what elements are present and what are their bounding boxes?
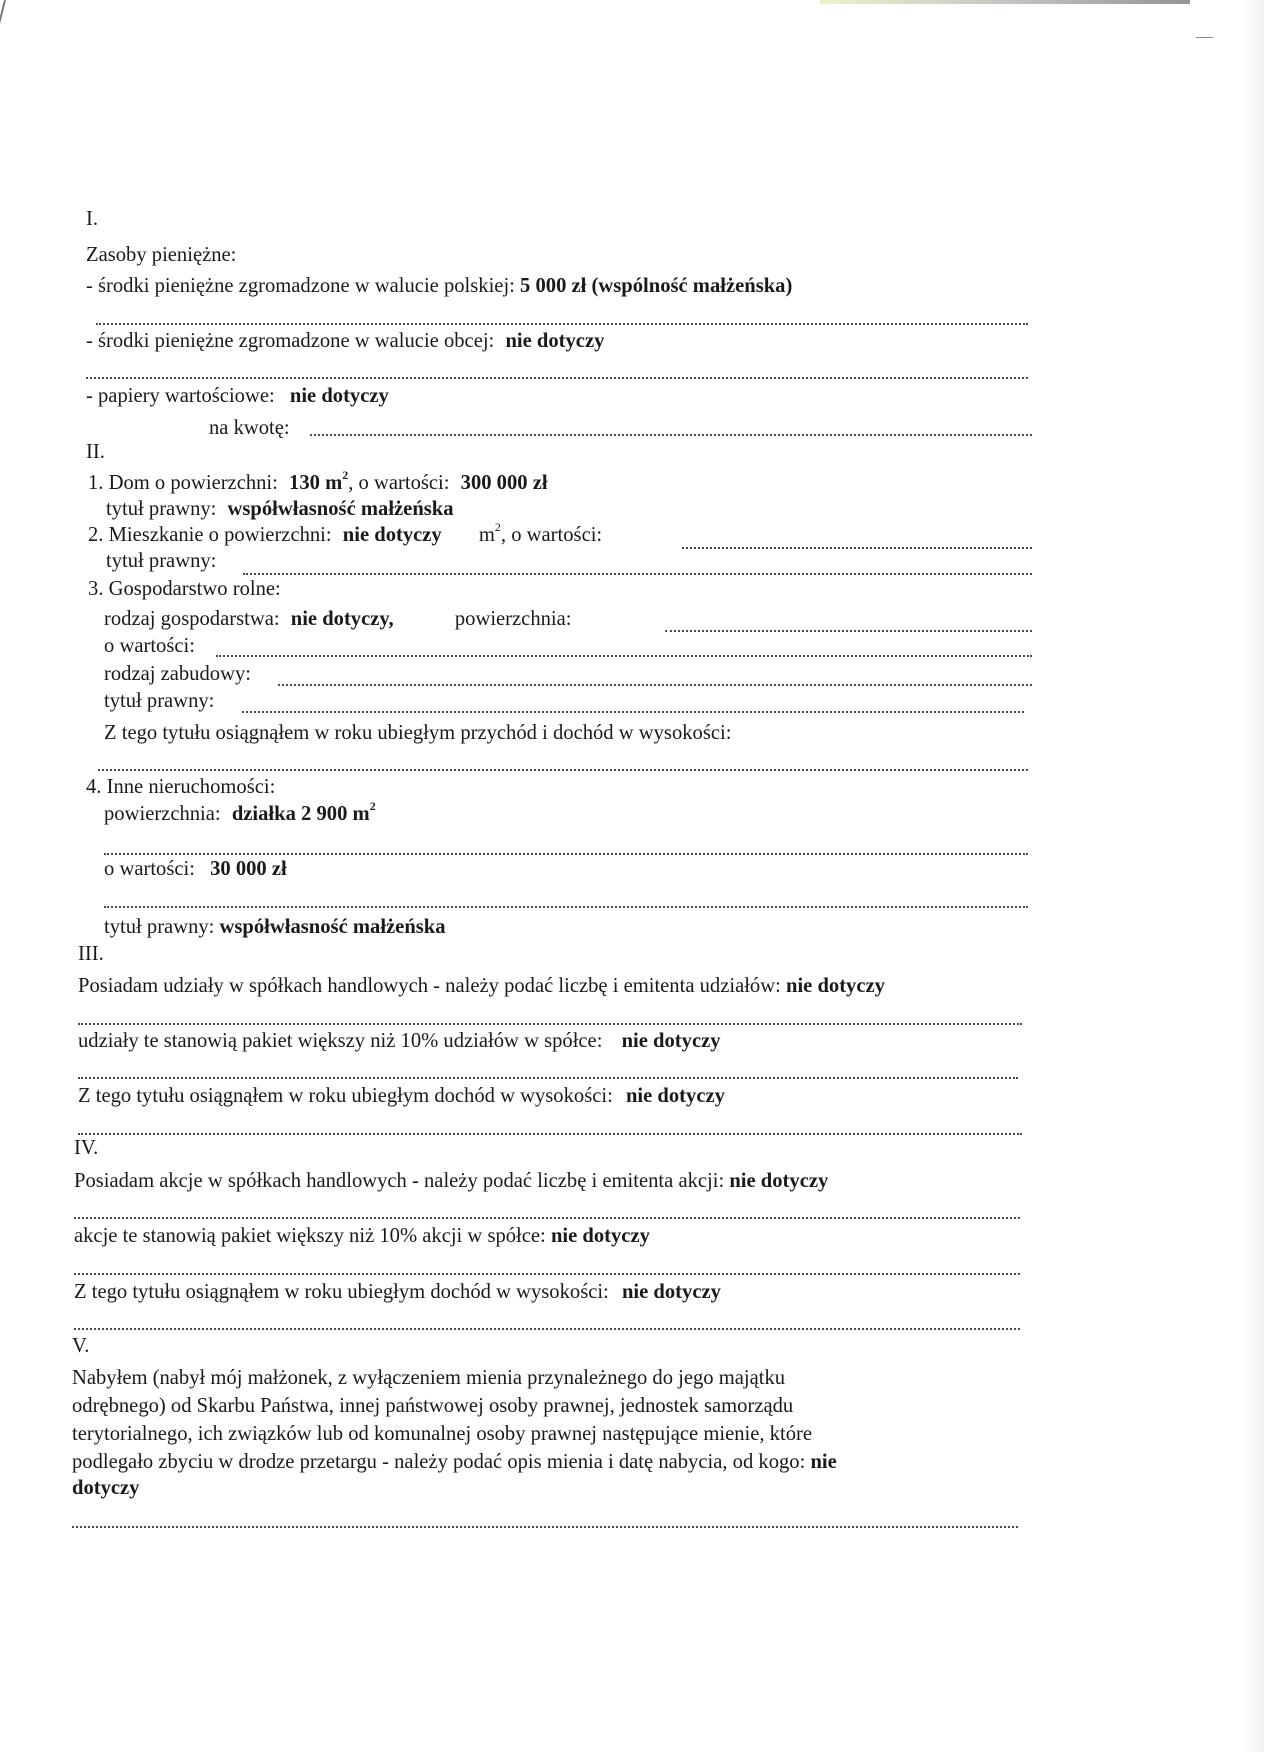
stocks-value: nie dotyczy <box>729 1170 829 1192</box>
other-area-line <box>104 799 376 826</box>
dotted-line <box>682 547 1032 549</box>
section-3-heading: III. <box>78 943 104 965</box>
dotted-line <box>78 1133 1022 1135</box>
other-area-sup: 2 <box>369 799 376 814</box>
amount-label: na kwotę: <box>209 417 290 439</box>
stocks-package-label: akcje te stanowią pakiet większy niż 10% akcji w spółce: <box>74 1225 546 1247</box>
pln-funds-value: 5 000 zł (wspólność małżeńska) <box>520 275 793 297</box>
acquired-line-1: Nabyłem (nabył mój małżonek, z wyłączeniem mienia przynależnego do jego majątku <box>72 1367 786 1389</box>
acquired-value-part2: dotyczy <box>72 1477 140 1499</box>
section-2-heading: II. <box>86 441 105 463</box>
shares-income-line <box>78 1084 725 1108</box>
acquired-line-4 <box>72 1450 837 1474</box>
house-title-value: współwłasność małżeńska <box>227 498 454 520</box>
farm-type-value: nie dotyczy, <box>290 608 394 630</box>
farm-type-line <box>104 607 572 631</box>
stocks-package-value: nie dotyczy <box>550 1225 650 1247</box>
foreign-funds-label: - środki pieniężne zgromadzone w walucie obcej: <box>86 330 495 352</box>
scan-artifact-dash <box>1196 37 1213 38</box>
other-area-value: działka 2 900 m <box>231 803 370 825</box>
section-5-heading: V. <box>72 1335 90 1357</box>
house-label: 1. Dom o powierzchni: <box>88 472 278 494</box>
shares-package-value: nie dotyczy <box>621 1030 721 1052</box>
shares-value: nie dotyczy <box>785 975 885 997</box>
house-title-label: tytuł prawny: <box>106 498 217 520</box>
farm-area-label: powierzchnia: <box>454 608 572 630</box>
other-title-line <box>104 915 446 939</box>
house-value: 300 000 zł <box>460 472 548 494</box>
other-title-value: współwłasność małżeńska <box>219 916 446 938</box>
flat-value-label: , o wartości: <box>500 524 603 546</box>
stocks-income-value: nie dotyczy <box>621 1281 721 1303</box>
section-1-heading: I. <box>86 208 99 230</box>
farm-title-label: tytuł prawny: <box>104 690 215 712</box>
farm-income-line: Z tego tytułu osiągnąłem w roku ubiegłym przychód i dochód w wysokości: <box>104 722 732 744</box>
dotted-line <box>74 1273 1020 1275</box>
house-title-line <box>106 497 454 521</box>
dotted-line <box>72 1526 1018 1528</box>
flat-area: nie dotyczy <box>342 524 442 546</box>
acquired-line-4-text: podlegało zbyciu w drodze przetargu - należy podać opis mienia i datę nabycia, od kogo: <box>72 1451 806 1473</box>
shares-income-value: nie dotyczy <box>625 1085 725 1107</box>
dotted-line <box>665 630 1032 632</box>
other-property-line: 4. Inne nieruchomości: <box>86 776 276 798</box>
house-line <box>88 468 548 495</box>
other-value: 30 000 zł <box>210 858 287 880</box>
scan-artifact-line <box>0 0 6 115</box>
farm-line: 3. Gospodarstwo rolne: <box>88 578 281 600</box>
shares-label: Posiadam udziały w spółkach handlowych - należy podać liczbę i emitenta udziałów: <box>78 975 781 997</box>
flat-unit: m <box>478 524 495 546</box>
house-area: 130 m <box>289 472 343 494</box>
foreign-funds-value: nie dotyczy <box>505 330 605 352</box>
dotted-line <box>278 684 1032 686</box>
dotted-line <box>216 655 1032 657</box>
farm-build-line <box>104 662 251 686</box>
other-value-label: o wartości: <box>104 858 195 880</box>
dotted-line <box>78 1023 1022 1025</box>
scan-artifact-right-edge <box>1242 0 1264 1752</box>
acquired-value-part1: nie <box>810 1451 837 1473</box>
dotted-line <box>74 1217 1020 1219</box>
acquired-line-3: terytorialnego, ich związków lub od komunalnej osoby prawnej następujące mienie, które <box>72 1423 812 1445</box>
shares-package-line <box>78 1029 721 1053</box>
securities-line <box>86 384 389 408</box>
stocks-income-line <box>74 1280 721 1304</box>
dotted-line <box>78 1077 1018 1079</box>
dotted-line <box>86 377 1028 379</box>
farm-title-line <box>104 689 214 713</box>
dotted-line <box>242 711 1024 713</box>
dotted-line <box>98 769 1028 771</box>
dotted-line <box>104 853 1028 855</box>
shares-income-label: Z tego tytułu osiągnąłem w roku ubiegłym dochód w wysokości: <box>78 1085 613 1107</box>
pln-funds-label: - środki pieniężne zgromadzone w walucie polskiej: <box>86 275 515 297</box>
acquired-line-2: odrębnego) od Skarbu Państwa, innej państwowej osoby prawnej, jednostek samorządu <box>72 1395 794 1417</box>
flat-unit-sup: 2 <box>494 520 501 535</box>
flat-title-line <box>106 549 216 573</box>
acquired-value-line <box>72 1476 139 1500</box>
dotted-line <box>96 323 1028 325</box>
dotted-line <box>104 906 1028 908</box>
section-4-heading: IV. <box>74 1137 99 1159</box>
flat-title-label: tytuł prawny: <box>106 550 217 572</box>
securities-value: nie dotyczy <box>289 385 389 407</box>
dotted-line <box>310 434 1032 436</box>
foreign-funds-line <box>86 329 604 353</box>
scan-artifact-top-edge <box>820 0 1190 4</box>
other-value-line <box>104 857 287 881</box>
farm-type-label: rodzaj gospodarstwa: <box>104 608 280 630</box>
flat-line <box>88 520 603 547</box>
flat-label: 2. Mieszkanie o powierzchni: <box>88 524 332 546</box>
stocks-package-line <box>74 1224 650 1248</box>
stocks-line <box>74 1169 828 1193</box>
house-area-sup: 2 <box>342 468 349 483</box>
shares-package-label: udziały te stanowią pakiet większy niż 10% udziałów w spółce: <box>78 1030 603 1052</box>
farm-build-label: rodzaj zabudowy: <box>104 663 251 685</box>
stocks-income-label: Z tego tytułu osiągnąłem w roku ubiegłym dochód w wysokości: <box>74 1281 609 1303</box>
other-area-label: powierzchnia: <box>104 803 221 825</box>
farm-value-line <box>104 634 195 658</box>
amount-line <box>209 416 290 440</box>
other-title-label: tytuł prawny: <box>104 916 215 938</box>
shares-line <box>78 974 885 998</box>
cash-title: Zasoby pieniężne: <box>86 244 237 266</box>
farm-value-label: o wartości: <box>104 635 195 657</box>
dotted-line <box>243 573 1032 575</box>
pln-funds-line <box>86 274 792 298</box>
securities-label: - papiery wartościowe: <box>86 385 275 407</box>
stocks-label: Posiadam akcje w spółkach handlowych - należy podać liczbę i emitenta akcji: <box>74 1170 725 1192</box>
dotted-line <box>74 1328 1020 1330</box>
house-value-label: , o wartości: <box>348 472 450 494</box>
